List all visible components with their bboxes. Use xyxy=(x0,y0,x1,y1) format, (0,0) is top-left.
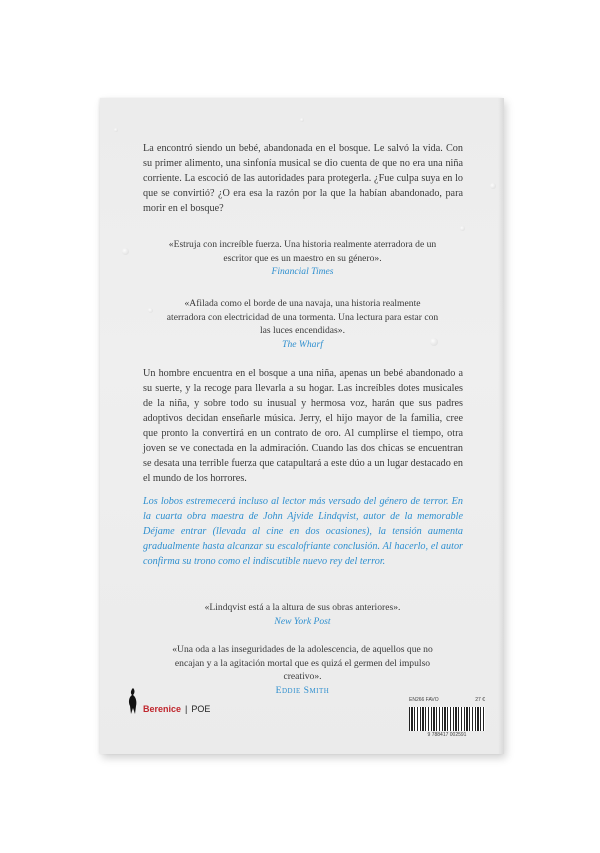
blurb-paragraph: Los lobos estremecerá incluso al lector más versado del género de terror. En la cuarta obra maestra de John Ajvide Lindqvist, autor de la memorable Déjame entrar (llevada al cine en dos ocasiones), la tensión aumenta gradualmente hasta alcanzar su escalofriante conclusión. Al hacerlo, el autor confirma su trono como el indiscutible nuevo rey del terror. xyxy=(143,496,463,567)
barcode-block xyxy=(409,697,485,739)
barcode-bars xyxy=(409,707,485,731)
water-drop-decoration xyxy=(300,118,304,122)
quote-3 xyxy=(165,601,440,628)
water-drop-decoration xyxy=(148,308,153,313)
quote-3-source: New York Post xyxy=(274,615,331,627)
barcode-digits: 9 788417 002591 xyxy=(427,732,467,738)
barcode-code-label: EN266 FAVO xyxy=(409,697,439,703)
quote-1-source: Financial Times xyxy=(271,266,334,277)
quote-1-text: «Estruja con increíble fuerza. Una historia realmente aterradora de un escritor que es un maestro en su género». xyxy=(168,239,437,264)
quote-1 xyxy=(165,238,440,279)
description-paragraph: Un hombre encuentra en el bosque a una niña, apenas un bebé abandonado a su suerte, y la recoge para llevarla a su hogar. Las increíbles dotes musicales de la niña, y sobre todo su inusual y hermosa voz, harán que sus padres adoptivos decidan enseñarle música. Jerry, el hijo mayor de la familia, cree que pronto la convertirá en un contrato de oro. Al cumplirse el tiempo, otra joven se ve conectada en la admiración. Cuando las dos chicas se encuentran se desata una terrible fuerza que catapultará a este dúo a un lugar destacado en el mundo de los horrores. xyxy=(143,368,463,484)
quote-2-text: «Afilada como el borde de una navaja, una historia realmente aterradora con electricidad de una tormenta. Una lectura para estar con las luces encendidas». xyxy=(166,298,439,336)
quote-3-text: «Lindqvist está a la altura de sus obras anteriores». xyxy=(204,602,401,613)
publisher-logo xyxy=(127,688,210,714)
publisher-divider: | xyxy=(185,704,188,714)
quote-2-source: The Wharf xyxy=(282,338,323,350)
publisher-imprint: POE xyxy=(191,704,211,714)
water-drop-decoration xyxy=(122,248,129,255)
water-drop-decoration xyxy=(114,128,118,132)
water-drop-decoration xyxy=(490,183,496,189)
raven-figure-icon xyxy=(127,688,139,714)
quote-4-source: Eddie Smith xyxy=(275,684,330,696)
publisher-brand: Berenice xyxy=(143,704,182,714)
water-drop-decoration xyxy=(460,226,465,231)
barcode-price: 27 € xyxy=(475,697,485,703)
synopsis-paragraph: La encontró siendo un bebé, abandonada en el bosque. Le salvó la vida. Con su primer alimento, una sinfonía musical se dio cuenta de que no era una niña corriente. La escoció de las autoridades para protegerla. ¿Fue culpa suya en lo que se convirtió? ¿O era esa la razón por la que la habían abandonado, para morir en el bosque? xyxy=(143,143,463,214)
quote-2 xyxy=(165,297,440,351)
quote-4-text: «Una oda a las inseguridades de la adolescencia, de aquellos que no encajan y a la agitación mortal que es quizá el germen del impulso creativo». xyxy=(172,644,433,682)
